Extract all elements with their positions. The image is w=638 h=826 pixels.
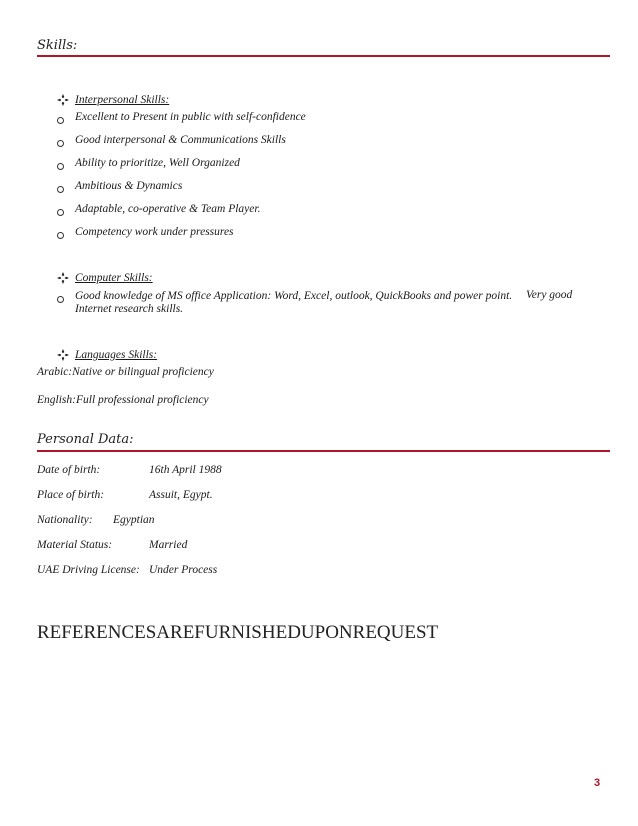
references-note: REFERENCESAREFURNISHEDUPONREQUEST [37,622,439,643]
nationality-label: Nationality: [37,514,93,526]
license-value: Under Process [149,564,218,576]
computer-line1: Good knowledge of MS office Application: Word, Excel, outlook, QuickBooks and power point. [75,290,513,302]
diamond-bullet-icon [57,349,69,361]
circle-bullet-icon [57,140,64,147]
list-item: Competency work under pressures [75,226,234,238]
nationality-value: Egyptian [113,514,155,526]
computer-line1-tail: Very good [526,289,573,301]
skills-title: Skills: [37,38,78,53]
dob-value: 16th April 1988 [149,464,222,476]
personal-title: Personal Data: [37,432,134,447]
list-item: Adaptable, co-operative & Team Player. [75,203,261,215]
license-label: UAE Driving License: [37,564,140,576]
circle-bullet-icon [57,209,64,216]
computer-heading: Computer Skills: [75,272,153,284]
circle-bullet-icon [57,117,64,124]
skills-divider [37,55,610,57]
pob-label: Place of birth: [37,489,105,501]
diamond-bullet-icon [57,272,69,284]
languages-heading: Languages Skills: [75,349,158,361]
marital-label: Material Status: [37,539,113,551]
circle-bullet-icon [57,296,64,303]
circle-bullet-icon [57,186,64,193]
computer-line2: Internet research skills. [75,303,184,315]
circle-bullet-icon [57,163,64,170]
language-english: English:Full professional proficiency [37,394,209,406]
marital-value: Married [149,539,188,551]
interpersonal-heading: Interpersonal Skills: [75,94,170,106]
page-number: 3 [594,777,601,789]
personal-divider [37,450,610,452]
list-item: Ambitious & Dynamics [75,180,183,192]
list-item: Good interpersonal & Communications Skills [75,134,286,146]
circle-bullet-icon [57,232,64,239]
diamond-bullet-icon [57,94,69,106]
language-arabic: Arabic:Native or bilingual proficiency [37,366,214,378]
dob-label: Date of birth: [37,464,101,476]
pob-value: Assuit, Egypt. [149,489,213,501]
list-item: Ability to prioritize, Well Organized [75,157,240,169]
list-item: Excellent to Present in public with self-confidence [75,111,306,123]
